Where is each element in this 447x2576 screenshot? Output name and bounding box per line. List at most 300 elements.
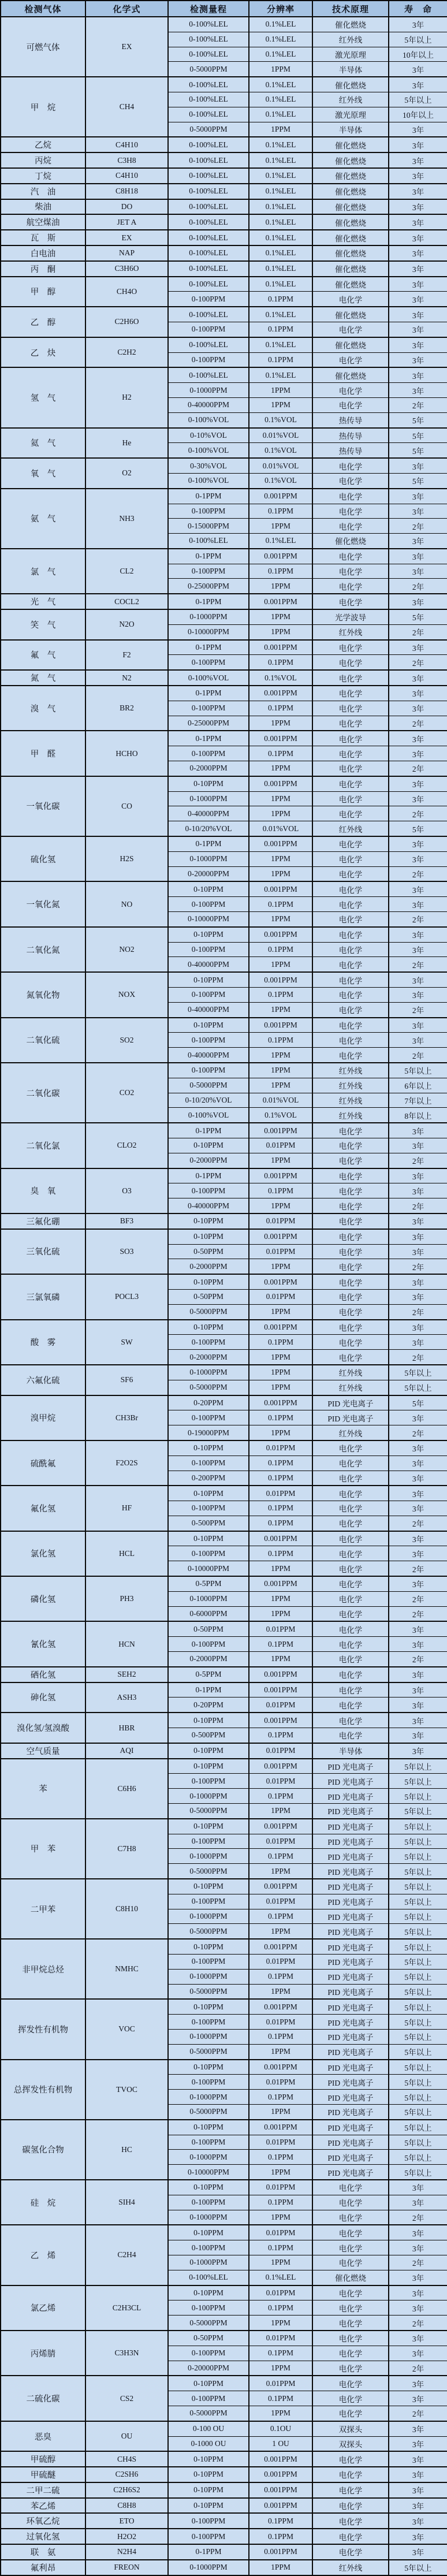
resolution-cell: 0.1%LEL (249, 337, 312, 352)
resolution-cell: 0.1%LEL (249, 92, 312, 107)
principle-cell: 电化学 (312, 1153, 389, 1168)
principle-cell: 电化学 (312, 881, 389, 896)
table-row (1, 670, 447, 686)
lifespan-cell: 5年以上 (389, 2120, 447, 2135)
resolution-cell: 0.01PPM (249, 1774, 312, 1789)
range-cell: 0-10PPM (168, 927, 249, 942)
table-row (1, 337, 447, 352)
table-row (1, 2529, 447, 2544)
gas-name-cell: 苯乙烯 (1, 2498, 85, 2514)
principle-cell: 催化燃烧 (312, 261, 389, 277)
principle-cell: 电化学 (312, 579, 389, 594)
gas-name-cell: 氟利昂 (1, 2560, 85, 2575)
lifespan-cell: 3年 (389, 322, 447, 337)
principle-cell: 电化学 (312, 1138, 389, 1153)
formula-cell: H2 (85, 367, 168, 427)
resolution-cell: 1PPM (249, 1002, 312, 1017)
principle-cell: 激光原理 (312, 107, 389, 122)
lifespan-cell: 5年以上 (389, 2044, 447, 2059)
lifespan-cell: 3年 (389, 383, 447, 398)
range-cell: 0-5000PPM (168, 2044, 249, 2059)
lifespan-cell: 5年以上 (389, 1879, 447, 1894)
gas-name-cell: 汽 油 (1, 184, 85, 199)
table-row (1, 2498, 447, 2514)
range-cell: 0-100%LEL (168, 168, 249, 184)
principle-cell: 电化学 (312, 1168, 389, 1183)
formula-cell: SEH2 (85, 1667, 168, 1682)
lifespan-cell: 3年 (389, 489, 447, 504)
range-cell: 0-100PPM (168, 2529, 249, 2544)
principle-cell: 电化学 (312, 2529, 389, 2544)
principle-cell: PID 光电离子 (312, 1939, 389, 1954)
table-body (1, 17, 447, 2575)
range-cell: 0-100PPM (168, 746, 249, 761)
resolution-cell: 0.01PPM (249, 1440, 312, 1455)
table-row (1, 1365, 447, 1380)
resolution-cell: 1PPM (249, 1984, 312, 1999)
range-cell: 0-10PPM (168, 1274, 249, 1289)
principle-cell: 电化学 (312, 1123, 389, 1138)
lifespan-cell: 5年 (389, 473, 447, 488)
principle-cell: 红外线 (312, 1078, 389, 1093)
table-row (1, 2467, 447, 2482)
principle-cell: 电化学 (312, 2225, 389, 2240)
resolution-cell: 0.001PPM (249, 1759, 312, 1774)
range-cell: 0-2000PPM (168, 1652, 249, 1667)
range-cell: 0-40000PPM (168, 397, 249, 412)
lifespan-cell: 5年以上 (389, 92, 447, 107)
resolution-cell: 0.01PPM (249, 1955, 312, 1970)
range-cell: 0-100PPM (168, 655, 249, 670)
lifespan-cell: 3年 (389, 152, 447, 168)
resolution-cell: 0.1%LEL (249, 77, 312, 92)
resolution-cell: 0.1%LEL (249, 367, 312, 382)
range-cell: 0-1000PPM (168, 2255, 249, 2270)
range-cell: 0-25000PPM (168, 579, 249, 594)
range-cell: 0-20PPM (168, 1395, 249, 1410)
range-cell: 0-1000PPM (168, 383, 249, 398)
lifespan-cell: 3年 (389, 988, 447, 1003)
resolution-cell: 0.1PPM (249, 1455, 312, 1471)
resolution-cell: 0.01PPM (249, 2015, 312, 2030)
range-cell: 0-100PPM (168, 2300, 249, 2316)
principle-cell: 红外线 (312, 1365, 389, 1380)
principle-cell: 电化学 (312, 1606, 389, 1621)
lifespan-cell: 5年以上 (389, 1804, 447, 1819)
table-row (1, 17, 447, 32)
lifespan-cell: 3年 (389, 2513, 447, 2529)
gas-name-cell: 溴甲烷 (1, 1395, 85, 1440)
principle-cell: 催化燃烧 (312, 307, 389, 322)
resolution-cell: 0.1%LEL (249, 137, 312, 152)
lifespan-cell: 5年以上 (389, 1909, 447, 1924)
resolution-cell: 0.1%LEL (249, 307, 312, 322)
range-cell: 0-100PPM (168, 2195, 249, 2210)
principle-cell: PID 光电离子 (312, 2060, 389, 2075)
principle-cell: 电化学 (312, 851, 389, 866)
range-cell: 0-1000PPM (168, 609, 249, 624)
header-formula: 化学式 (85, 1, 168, 17)
resolution-cell: 1PPM (249, 1048, 312, 1063)
principle-cell: 电化学 (312, 746, 389, 761)
range-cell: 0-100%VOL (168, 670, 249, 686)
resolution-cell: 0.1PPM (249, 655, 312, 670)
range-cell: 0-100%LEL (168, 92, 249, 107)
principle-cell: 电化学 (312, 2331, 389, 2346)
range-cell: 0-5000PPM (168, 1304, 249, 1319)
range-cell: 0-1000PPM (168, 2150, 249, 2165)
lifespan-cell: 5年以上 (389, 1759, 447, 1774)
lifespan-cell: 3年 (389, 2391, 447, 2406)
table-row (1, 731, 447, 746)
resolution-cell: 0.1%LEL (249, 277, 312, 292)
lifespan-cell: 3年 (389, 1546, 447, 1561)
resolution-cell: 0.01PPM (249, 1244, 312, 1259)
resolution-cell: 0.001PPM (249, 549, 312, 564)
principle-cell: PID 光电离子 (312, 2015, 389, 2030)
range-cell: 0-100PPM (168, 1455, 249, 1471)
principle-cell: 电化学 (312, 564, 389, 579)
range-cell: 0-100PPM (168, 292, 249, 307)
formula-cell: OU (85, 2421, 168, 2452)
resolution-cell: 1PPM (249, 62, 312, 77)
resolution-cell: 0.01%VOL (249, 821, 312, 836)
resolution-cell: 0.1PPM (249, 701, 312, 716)
principle-cell: PID 光电离子 (312, 2075, 389, 2090)
lifespan-cell: 5年以上 (389, 1999, 447, 2014)
range-cell: 0-100PPM (168, 2015, 249, 2030)
principle-cell: 电化学 (312, 942, 389, 957)
range-cell: 0-100%LEL (168, 77, 249, 92)
gas-name-cell: 二氧化碳 (1, 1063, 85, 1123)
principle-cell: 电化学 (312, 1455, 389, 1471)
resolution-cell: 0.01%VOL (249, 1093, 312, 1108)
resolution-cell: 1PPM (249, 1078, 312, 1093)
principle-cell: 催化燃烧 (312, 2270, 389, 2285)
resolution-cell: 0.1%VOL (249, 443, 312, 458)
principle-cell: PID 光电离子 (312, 1774, 389, 1789)
range-cell: 0-100PPM (168, 1894, 249, 1909)
principle-cell: 催化燃烧 (312, 152, 389, 168)
range-cell: 0-2000PPM (168, 1350, 249, 1365)
range-cell: 0-100%LEL (168, 367, 249, 382)
table-row (1, 1274, 447, 1289)
resolution-cell: 0.1PPM (249, 2090, 312, 2105)
lifespan-cell: 2年 (389, 2361, 447, 2376)
lifespan-cell: 2年 (389, 1425, 447, 1440)
resolution-cell: 0.001PPM (249, 1713, 312, 1728)
range-cell: 0-10PPM (168, 1213, 249, 1229)
lifespan-cell: 5年以上 (389, 1380, 447, 1395)
principle-cell: 电化学 (312, 1561, 389, 1576)
resolution-cell: 0.001PPM (249, 686, 312, 701)
gas-name-cell: 瓦 斯 (1, 230, 85, 245)
principle-cell: 电化学 (312, 1682, 389, 1698)
principle-cell: 光学波导 (312, 609, 389, 624)
principle-cell: PID 光电离子 (312, 1834, 389, 1849)
range-cell: 0-10PPM (168, 972, 249, 987)
principle-cell: 双探头 (312, 2436, 389, 2451)
principle-cell: 电化学 (312, 1516, 389, 1531)
gas-name-cell: 六氟化硫 (1, 1365, 85, 1395)
lifespan-cell: 2年 (389, 912, 447, 927)
lifespan-cell: 3年 (389, 1244, 447, 1259)
formula-cell: C2H6O (85, 307, 168, 337)
range-cell: 0-40000PPM (168, 957, 249, 972)
resolution-cell: 0.001PPM (249, 1576, 312, 1591)
resolution-cell: 0.1PPM (249, 1410, 312, 1425)
principle-cell: 电化学 (312, 292, 389, 307)
lifespan-cell: 3年 (389, 230, 447, 245)
lifespan-cell: 3年 (389, 2498, 447, 2514)
resolution-cell: 0.1PPM (249, 1789, 312, 1804)
formula-cell: NO2 (85, 927, 168, 972)
resolution-cell: 0.1%LEL (249, 17, 312, 32)
lifespan-cell: 5年以上 (389, 1969, 447, 1984)
gas-name-cell: 丙 酮 (1, 261, 85, 277)
resolution-cell: 0.001PPM (249, 1229, 312, 1244)
table-row (1, 1063, 447, 1078)
range-cell: 0-100%LEL (168, 230, 249, 245)
lifespan-cell: 2年 (389, 519, 447, 534)
lifespan-cell: 3年 (389, 1183, 447, 1198)
gas-name-cell: 三氯氧磷 (1, 1274, 85, 1319)
lifespan-cell: 5年以上 (389, 1365, 447, 1380)
table-row (1, 77, 447, 92)
principle-cell: 电化学 (312, 1698, 389, 1713)
resolution-cell: 1PPM (249, 2316, 312, 2331)
principle-cell: 电化学 (312, 1440, 389, 1455)
resolution-cell: 1PPM (249, 1380, 312, 1395)
principle-cell: 电化学 (312, 1002, 389, 1017)
range-cell: 0-10PPM (168, 776, 249, 791)
principle-cell: 电化学 (312, 489, 389, 504)
resolution-cell: 0.1PPM (249, 988, 312, 1003)
principle-cell: 电化学 (312, 1531, 389, 1546)
range-cell: 0-5000PPM (168, 1984, 249, 1999)
range-cell: 0-10PPM (168, 1743, 249, 1759)
table-row (1, 1531, 447, 1546)
range-cell: 0-100%LEL (168, 184, 249, 199)
formula-cell: CLO2 (85, 1123, 168, 1168)
range-cell: 0-10PPM (168, 1138, 249, 1153)
resolution-cell: 1PPM (249, 1864, 312, 1879)
lifespan-cell: 3年 (389, 277, 447, 292)
gas-name-cell: 二甲苯 (1, 1879, 85, 1939)
lifespan-cell: 3年 (389, 686, 447, 701)
table-row (1, 277, 447, 292)
gas-name-cell: 硫酰氟 (1, 1440, 85, 1486)
gas-name-cell: 磷化氢 (1, 1576, 85, 1621)
resolution-cell: 1PPM (249, 383, 312, 398)
range-cell: 0-100%LEL (168, 107, 249, 122)
lifespan-cell: 3年 (389, 791, 447, 806)
lifespan-cell: 2年 (389, 1198, 447, 1213)
range-cell: 0-100%LEL (168, 307, 249, 322)
table-header (1, 1, 447, 17)
lifespan-cell: 3年 (389, 2544, 447, 2560)
resolution-cell: 0.001PPM (249, 1939, 312, 1954)
range-cell: 0-100PPM (168, 1774, 249, 1789)
principle-cell: 电化学 (312, 731, 389, 746)
gas-name-cell: 氦 气 (1, 428, 85, 459)
gas-name-cell: 挥发性有机物 (1, 1999, 85, 2059)
header-range: 检测量程 (168, 1, 249, 17)
lifespan-cell: 3年 (389, 199, 447, 215)
gas-name-cell: 氮氧化物 (1, 972, 85, 1017)
resolution-cell: 0.01PPM (249, 2135, 312, 2150)
lifespan-cell: 5年以上 (389, 2150, 447, 2165)
resolution-cell: 1PPM (249, 624, 312, 639)
range-cell: 0-10PPM (168, 1320, 249, 1335)
lifespan-cell: 3年 (389, 2451, 447, 2467)
resolution-cell: 1PPM (249, 122, 312, 137)
table-row (1, 881, 447, 896)
lifespan-cell: 5年以上 (389, 2560, 447, 2575)
resolution-cell: 0.1PPM (249, 1969, 312, 1984)
principle-cell: 电化学 (312, 322, 389, 337)
lifespan-cell: 3年 (389, 1410, 447, 1425)
range-cell: 0-2000PPM (168, 1259, 249, 1274)
principle-cell: 催化燃烧 (312, 199, 389, 215)
principle-cell: PID 光电离子 (312, 1879, 389, 1894)
table-row (1, 2451, 447, 2467)
range-cell: 0-5000PPM (168, 2104, 249, 2119)
lifespan-cell: 5年以上 (389, 2060, 447, 2075)
lifespan-cell: 2年 (389, 1652, 447, 1667)
gas-name-cell: 光 气 (1, 594, 85, 609)
principle-cell: 电化学 (312, 776, 389, 791)
header-resolution: 分辨率 (249, 1, 312, 17)
gas-name-cell: 甲 苯 (1, 1819, 85, 1879)
resolution-cell: 0.001PPM (249, 1682, 312, 1698)
principle-cell: PID 光电离子 (312, 1789, 389, 1804)
range-cell: 0-100%LEL (168, 137, 249, 152)
lifespan-cell: 2年 (389, 866, 447, 881)
resolution-cell: 0.001PPM (249, 972, 312, 987)
formula-cell: CO (85, 776, 168, 836)
range-cell: 0-100PPM (168, 1033, 249, 1048)
lifespan-cell: 3年 (389, 504, 447, 519)
principle-cell: 双探头 (312, 2421, 389, 2436)
range-cell: 0-5PPM (168, 1576, 249, 1591)
range-cell: 0-1000PPM (168, 1789, 249, 1804)
range-cell: 0-5000PPM (168, 1380, 249, 1395)
principle-cell: 电化学 (312, 701, 389, 716)
principle-cell: 电化学 (312, 1637, 389, 1652)
principle-cell: 电化学 (312, 866, 389, 881)
lifespan-cell: 2年 (389, 1153, 447, 1168)
lifespan-cell: 2年 (389, 1304, 447, 1319)
principle-cell: 半导体 (312, 1743, 389, 1759)
principle-cell: 电化学 (312, 670, 389, 686)
gas-name-cell: 硅 烷 (1, 2180, 85, 2225)
lifespan-cell: 3年 (389, 2285, 447, 2300)
range-cell: 0-100%LEL (168, 214, 249, 230)
range-cell: 0-10PPM (168, 1229, 249, 1244)
table-row (1, 594, 447, 609)
resolution-cell: 0.01%VOL (249, 458, 312, 473)
principle-cell: 电化学 (312, 1576, 389, 1591)
range-cell: 0-100%LEL (168, 534, 249, 549)
range-cell: 0-100PPM (168, 1637, 249, 1652)
formula-cell: NO (85, 881, 168, 926)
lifespan-cell: 3年 (389, 746, 447, 761)
gas-name-cell: 乙 醇 (1, 307, 85, 337)
table-row (1, 609, 447, 624)
lifespan-cell: 5年以上 (389, 2015, 447, 2030)
gas-name-cell: 二氧化氯 (1, 1123, 85, 1168)
lifespan-cell: 3年 (389, 17, 447, 32)
gas-name-cell: 氯 气 (1, 549, 85, 594)
table-row (1, 927, 447, 942)
principle-cell: 电化学 (312, 1274, 389, 1289)
gas-name-cell: 碳氢化合物 (1, 2120, 85, 2180)
table-row (1, 1759, 447, 1774)
principle-cell: 电化学 (312, 2180, 389, 2195)
range-cell: 0-10/20%VOL (168, 1093, 249, 1108)
resolution-cell: 0.1PPM (249, 2195, 312, 2210)
range-cell: 0-100%LEL (168, 32, 249, 47)
principle-cell: 催化燃烧 (312, 137, 389, 152)
resolution-cell: 0.1PPM (249, 322, 312, 337)
range-cell: 0-100PPM (168, 988, 249, 1003)
lifespan-cell: 3年 (389, 2240, 447, 2255)
principle-cell: 电化学 (312, 1033, 389, 1048)
principle-cell: PID 光电离子 (312, 1924, 389, 1939)
formula-cell: C4H10 (85, 137, 168, 152)
resolution-cell: 0.1%LEL (249, 152, 312, 168)
resolution-cell: 1PPM (249, 1304, 312, 1319)
principle-cell: 热传导 (312, 412, 389, 427)
gas-name-cell: 乙 烯 (1, 2225, 85, 2285)
range-cell: 0-10000PPM (168, 912, 249, 927)
resolution-cell: 1PPM (249, 1350, 312, 1365)
range-cell: 0-1PPM (168, 836, 249, 851)
gas-name-cell: 砷化氢 (1, 1682, 85, 1713)
resolution-cell: 0.001PPM (249, 1667, 312, 1682)
principle-cell: PID 光电离子 (312, 1864, 389, 1879)
formula-cell: CH3Br (85, 1395, 168, 1440)
formula-cell: CH4O (85, 277, 168, 307)
range-cell: 0-100PPM (168, 2513, 249, 2529)
range-cell: 0-10000PPM (168, 2165, 249, 2180)
lifespan-cell: 3年 (389, 1229, 447, 1244)
resolution-cell: 0.001PPM (249, 2544, 312, 2560)
range-cell: 0-100%LEL (168, 17, 249, 32)
formula-cell: F2 (85, 640, 168, 671)
lifespan-cell: 5年 (389, 428, 447, 443)
table-row (1, 1743, 447, 1759)
formula-cell: NMHC (85, 1939, 168, 1999)
formula-cell: CH4 (85, 77, 168, 137)
resolution-cell: 0.1PPM (249, 1909, 312, 1924)
resolution-cell: 0.01PPM (249, 2376, 312, 2391)
lifespan-cell: 5年以上 (389, 2165, 447, 2180)
gas-name-cell: 臭 氧 (1, 1168, 85, 1213)
principle-cell: 热传导 (312, 443, 389, 458)
resolution-cell: 0.001PPM (249, 2482, 312, 2498)
range-cell: 0-10PPM (168, 2285, 249, 2300)
table-row (1, 2421, 447, 2436)
range-cell: 0-2000PPM (168, 761, 249, 776)
resolution-cell: 1PPM (249, 1606, 312, 1621)
gas-name-cell: 可燃气体 (1, 17, 85, 77)
range-cell: 0-1PPM (168, 1123, 249, 1138)
resolution-cell: 0.1%LEL (249, 245, 312, 261)
range-cell: 0-40000PPM (168, 806, 249, 821)
resolution-cell: 0.01PPM (249, 1698, 312, 1713)
